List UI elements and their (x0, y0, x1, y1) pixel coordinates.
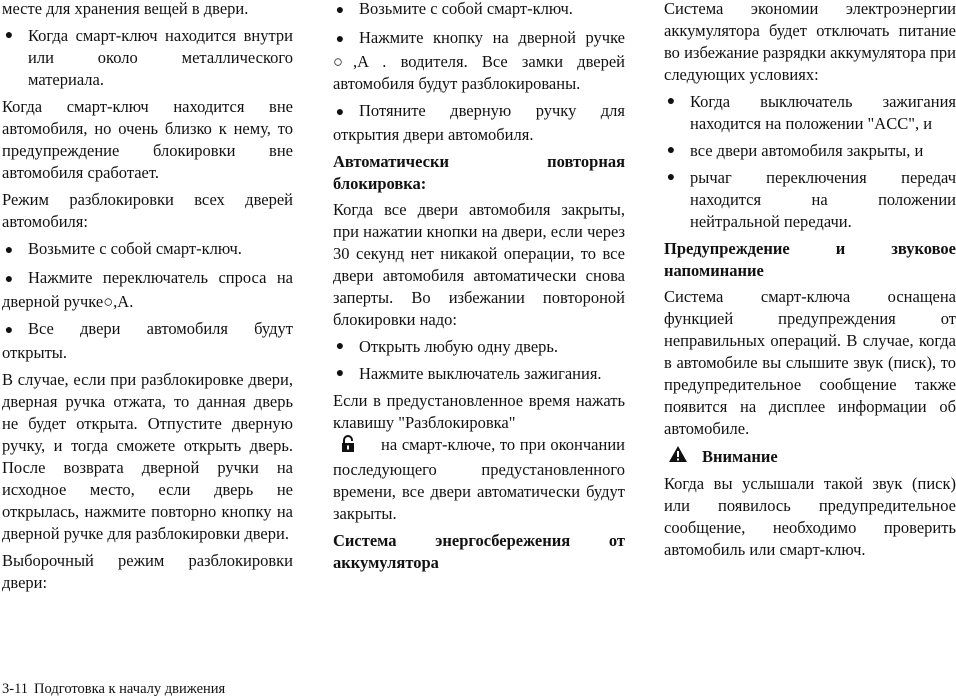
paragraph-selective-mode: Выборочный режим разблокировки двери: (2, 551, 293, 592)
bullet-icon: ● (335, 105, 345, 120)
bullet-icon: ● (335, 32, 345, 47)
bullet-press-driver-button: ● Нажмите кнопку на дверной ручке ○,A . водителя. Все замки дверей автомобиля будут разблокированы. (333, 28, 625, 93)
heading-battery-saving: Система энергосбережения от аккумулятора (333, 531, 625, 572)
heading-auto-relock: Автоматически повторная блокировка: (333, 152, 625, 193)
bullet-icon: ● (666, 170, 676, 185)
column-2 (333, 0, 625, 578)
column-3 (664, 0, 956, 566)
bullet-icon: ● (4, 272, 14, 287)
bullet-acc: ● Когда выключатель зажигания находится на положении "ACC", и (664, 91, 956, 135)
bullet-icon: ● (666, 143, 676, 158)
bullet-icon: ● (335, 366, 345, 381)
section-title: Подготовка к началу движения (34, 681, 226, 697)
column-1 (2, 0, 293, 599)
paragraph-unlock-all-mode: Режим разблокировки всех дверей автомобиля: (2, 190, 293, 231)
bullet-doors-open: ● Все двери автомобиля будут открыты. (2, 319, 293, 362)
bullet-take-key: ● Возьмите с собой смарт-ключ. (333, 0, 625, 22)
paragraph-attention: Когда вы услышали такой звук (писк) или появилось предупредительное сообщение, необходимо проверить автомобиль или смарт-ключ. (664, 474, 956, 559)
attention-heading: Внимание (668, 445, 956, 469)
paragraph-handle-pressed: В случае, если при разблокировке двери, дверная ручка отжата, то данная дверь не будет открыта. Отпустите дверную ручку, и тогда сможете открыть дверь. После возврата дверной ручки на исходное место, если дверь не открылась, нажмите повторно кнопку на дверной ручке для разблокировки двери. (2, 370, 293, 543)
bullet-take-key: ● Возьмите с собой смарт-ключ. (2, 238, 293, 262)
bullet-press-switch: ● Нажмите переключатель спроса на дверной ручке○,A. (2, 268, 293, 311)
bullet-icon: ● (4, 243, 14, 258)
bullet-icon: ● (335, 339, 345, 354)
bullet-icon: ● (335, 3, 345, 18)
bullet-icon: ● (666, 94, 676, 109)
heading-warning-sound: Предупреждение и звуковое напоминание (664, 239, 956, 280)
bullet-icon: ● (4, 28, 14, 43)
paragraph-storage: месте для хранения вещей в двери. (2, 0, 249, 18)
bullet-neutral: ● рычаг переключения передач находится на положении нейтральной передачи. (664, 167, 956, 233)
paragraph-warning-function: Система смарт-ключа оснащена функцией предупреждения от неправильных операций. В случае, когда в автомобиле вы слышите звук (писк), то предупредительное сообщение также появится на дисплее информации об автомобиле. (664, 287, 956, 438)
bullet-ignition: ● Нажмите выключатель зажигания. (333, 363, 625, 385)
page-footer (2, 680, 231, 698)
paragraph-battery-system: Система экономии электроэнергии аккумулятора будет отключать питание во избежание разрядки аккумулятора при следующих условиях: (664, 0, 956, 84)
unlock-key-icon (341, 435, 355, 459)
warning-triangle-icon (668, 445, 702, 469)
paragraph-unlock-timeout: Если в предустановленное время нажать клавишу "Разблокировка" на смарт-ключе, то при окончании последующего предустановленного времени, все двери автоматически будут закрыты. (333, 391, 625, 523)
bullet-doors-closed: ● все двери автомобиля закрыты, и (664, 140, 956, 162)
paragraph-near-vehicle: Когда смарт-ключ находится вне автомобиля, но очень близко к нему, то предупреждение блокировки вне автомобиля сработает. (2, 97, 293, 182)
paragraph-auto-relock: Когда все двери автомобиля закрыты, при нажатии кнопки на двери, если через 30 секунд нет никакой операции, то все двери автомобиля автоматически снова заперты. Во избежании повтороной блокировки надо: (333, 200, 625, 329)
page-number: 3-11 (2, 681, 29, 697)
bullet-metal: ● Когда смарт-ключ находится внутри или около металлического материала. (2, 25, 293, 91)
bullet-pull-handle: ● Потяните дверную ручку для открытия двери автомобиля. (333, 101, 625, 144)
bullet-icon: ● (4, 323, 14, 338)
bullet-open-door: ● Открыть любую одну дверь. (333, 336, 625, 358)
